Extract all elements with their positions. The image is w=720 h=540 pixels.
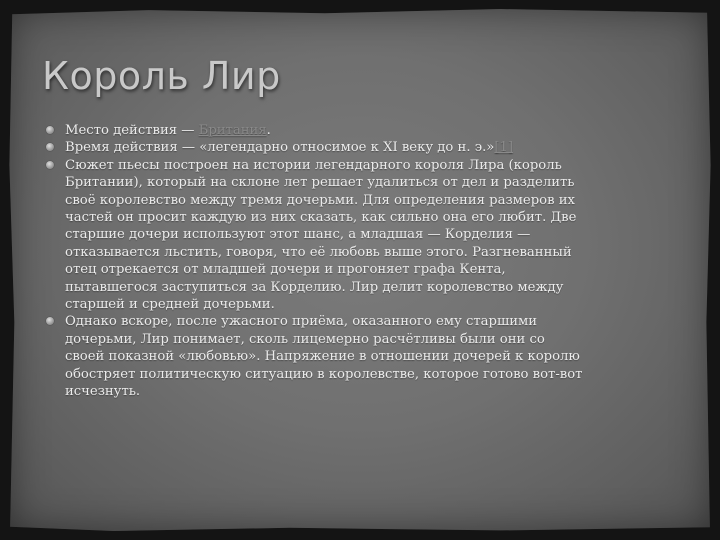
round-bullet-icon <box>46 126 54 134</box>
bullet-item-aftermath <box>44 313 584 400</box>
bullet-item-setting <box>44 122 584 139</box>
round-bullet-icon <box>46 161 54 169</box>
round-bullet-icon <box>46 143 54 151</box>
round-bullet-icon <box>46 317 54 325</box>
bullet-item-plot <box>44 157 584 314</box>
bullet-list <box>44 122 584 401</box>
footnote-link[interactable]: [1] <box>494 140 514 156</box>
slide-title: Король Лир <box>42 54 281 98</box>
link-britain[interactable]: Британия <box>198 123 267 138</box>
bullet-text: Сюжет пьесы построен на истории легендарного короля Лира (король Британии), который на склоне лет решает удалиться от дел и разделить своё королевство между тремя дочерьми. Для определения размеров их частей он просит каждую из них сказать, как сильно она его любит. Две старшие дочери используют этот шанс, а младшая — Корделия — отказывается льстить, говоря, что её любовь выше этого. Разгневанный отец отрекается от младшей дочери и прогоняет графа Кента, пытавшегося заступиться за Корделию. Лир делит королевство между старшей и средней дочерьми. <box>65 157 577 313</box>
bullet-text: Время действия — «легендарно относимое к XI веку до н. э.» <box>65 140 495 156</box>
bullet-text: Место действия — <box>65 123 199 138</box>
bullet-text: Однако вскоре, после ужасного приёма, оказанного ему старшими дочерьми, Лир понимает, сколь лицемерно расчётливы были они со своей показной «любовью». Напряжение в отношении дочерей к королю обостряет политическую ситуацию в королевстве, которое готово вот-вот исчезнуть. <box>65 314 583 400</box>
bullet-text-tail: . <box>266 123 271 138</box>
bullet-item-time <box>44 139 584 156</box>
